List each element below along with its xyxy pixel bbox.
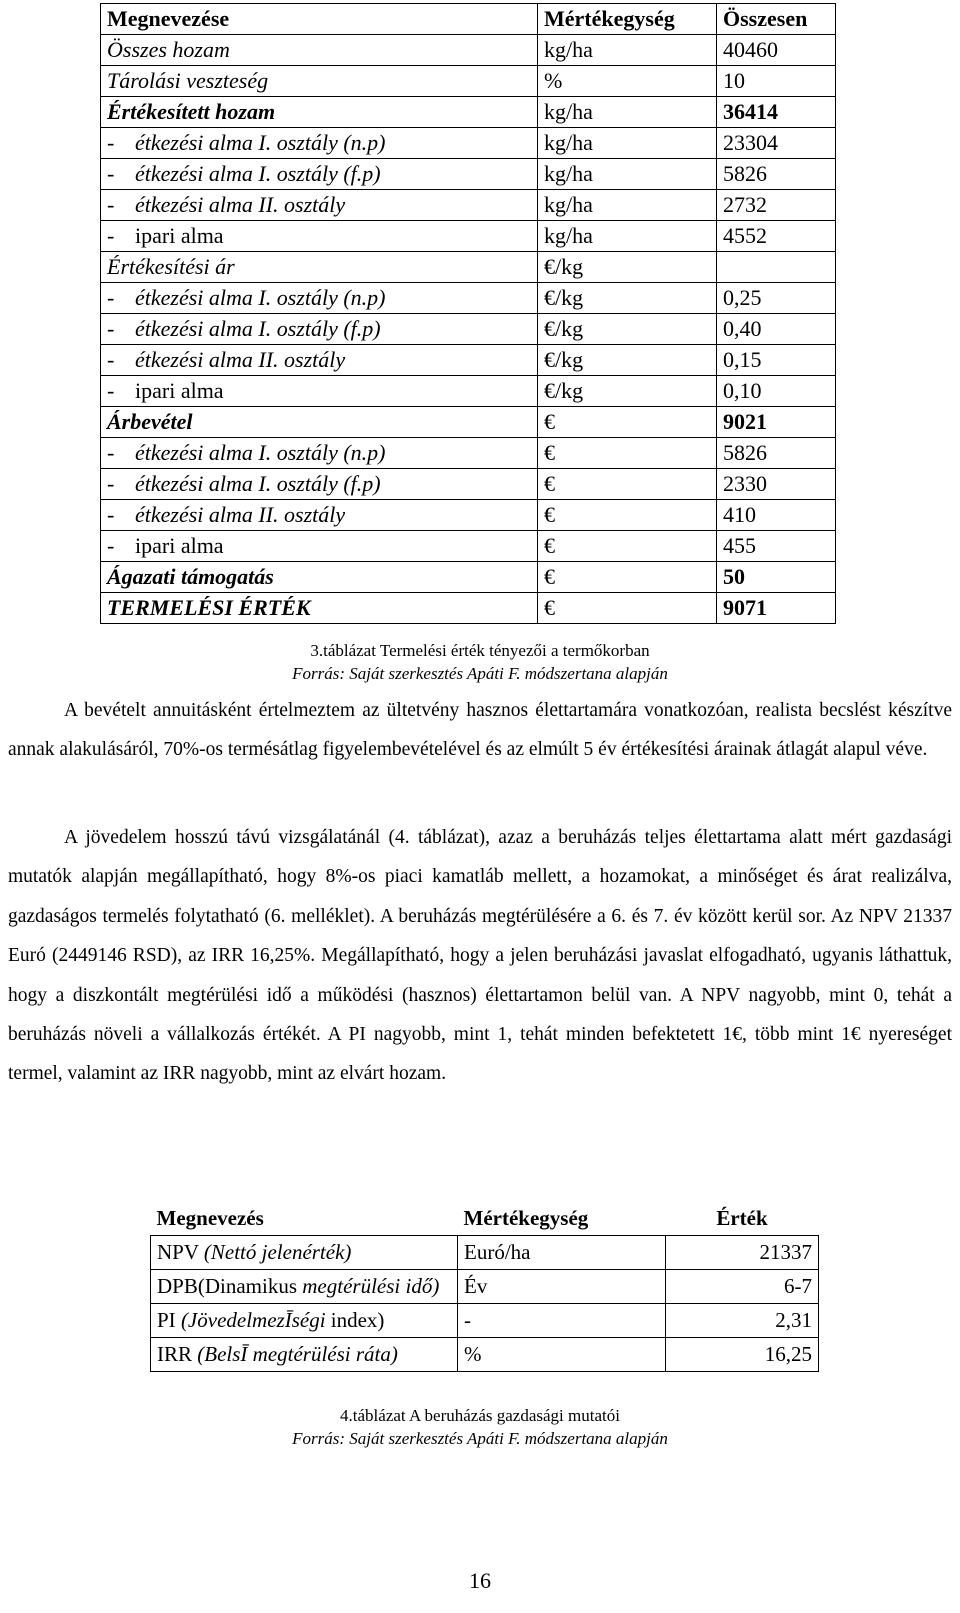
header-name: Megnevezése <box>101 4 538 35</box>
table-row: - étkezési alma II. osztály €/kg 0,15 <box>101 345 836 376</box>
table-row: TERMELÉSI ÉRTÉK € 9071 <box>101 593 836 624</box>
table2-source: Forrás: Saját szerkesztés Apáti F. módszertana alapján <box>292 1429 668 1448</box>
production-value-table <box>100 3 836 624</box>
table-row: - ipari alma kg/ha 4552 <box>101 221 836 252</box>
table-row: - ipari alma €/kg 0,10 <box>101 376 836 407</box>
table-header-row <box>101 4 836 35</box>
table-row: - étkezési alma I. osztály (f.p) €/kg 0,40 <box>101 314 836 345</box>
paragraph-revenue: A bevételt annuitásként értelmeztem az ültetvény hasznos élettartamára vonatkozóan, realista becslést készítve annak alakulásáról, 70%-os termésátlag figyelembevételével és az elmúlt 5 év értékesítési árainak átlagát alapul véve. <box>8 700 952 761</box>
table-row: Tárolási veszteség % 10 <box>101 66 836 97</box>
table-row: - étkezési alma II. osztály kg/ha 2732 <box>101 190 836 221</box>
table-row: - ipari alma € 455 <box>101 531 836 562</box>
table2-caption: 4.táblázat A beruházás gazdasági mutatói <box>340 1406 620 1425</box>
table-row: NPV (Nettó jelenérték) Euró/ha 21337 <box>151 1236 819 1270</box>
page-number: 16 <box>469 1568 491 1593</box>
header-unit: Mértékegység <box>538 4 717 35</box>
table-row: - étkezési alma I. osztály (f.p) kg/ha 5826 <box>101 159 836 190</box>
table-row: Összes hozam kg/ha 40460 <box>101 35 836 66</box>
table1-source: Forrás: Saját szerkesztés Apáti F. módszertana alapján <box>292 664 668 683</box>
table-row: - étkezési alma I. osztály (n.p) €/kg 0,25 <box>101 283 836 314</box>
table-row: Ágazati támogatás € 50 <box>101 562 836 593</box>
table-row: Értékesített hozam kg/ha 36414 <box>101 97 836 128</box>
table-row: PI (JövedelmezĪségi index) - 2,31 <box>151 1304 819 1338</box>
table-row: DPB(Dinamikus megtérülési idő) Év 6-7 <box>151 1270 819 1304</box>
table-row: - étkezési alma I. osztály (n.p) € 5826 <box>101 438 836 469</box>
table-row: - étkezési alma II. osztály € 410 <box>101 500 836 531</box>
investment-indicators-table <box>150 1202 819 1372</box>
table-row: Árbevétel € 9021 <box>101 407 836 438</box>
table-row: - étkezési alma I. osztály (f.p) € 2330 <box>101 469 836 500</box>
paragraph-income: A jövedelem hosszú távú vizsgálatánál (4. táblázat), azaz a beruházás teljes élettartama alatt mért gazdasági mutatók alapján megállapítható, hogy 8%-os piaci kamatláb mellett, a hozamokat, a minőséget és árat realizálva, gazdaságos termelés folytatható (6. melléklet). A beruházás megtérülésére a 6. és 7. év között kerül sor. Az NPV 21337 Euró (2449146 RSD), az IRR 16,25%. Megállapítható, hogy a jelen beruházási javaslat elfogadható, ugyanis láthattuk, hogy a diszkontált megtérülési idő a működési (hasznos) élettartamon belül van. A NPV nagyobb, mint 0, tehát a beruházás növeli a vállalkozás értékét. A PI nagyobb, mint 1, tehát minden befektetett 1€, több mint 1€ nyereséget termel, valamint az IRR nagyobb, mint az elvárt hozam. <box>8 827 952 1085</box>
table-header-row: Megnevezés Mértékegység Érték <box>156 1206 768 1230</box>
table-row: - étkezési alma I. osztály (n.p) kg/ha 23304 <box>101 128 836 159</box>
table-row: IRR (BelsĪ megtérülési ráta) % 16,25 <box>151 1338 819 1372</box>
table-row: Értékesítési ár €/kg <box>101 252 836 283</box>
header-total: Összesen <box>717 4 836 35</box>
table1-caption: 3.táblázat Termelési érték tényezői a termőkorban <box>310 641 650 660</box>
